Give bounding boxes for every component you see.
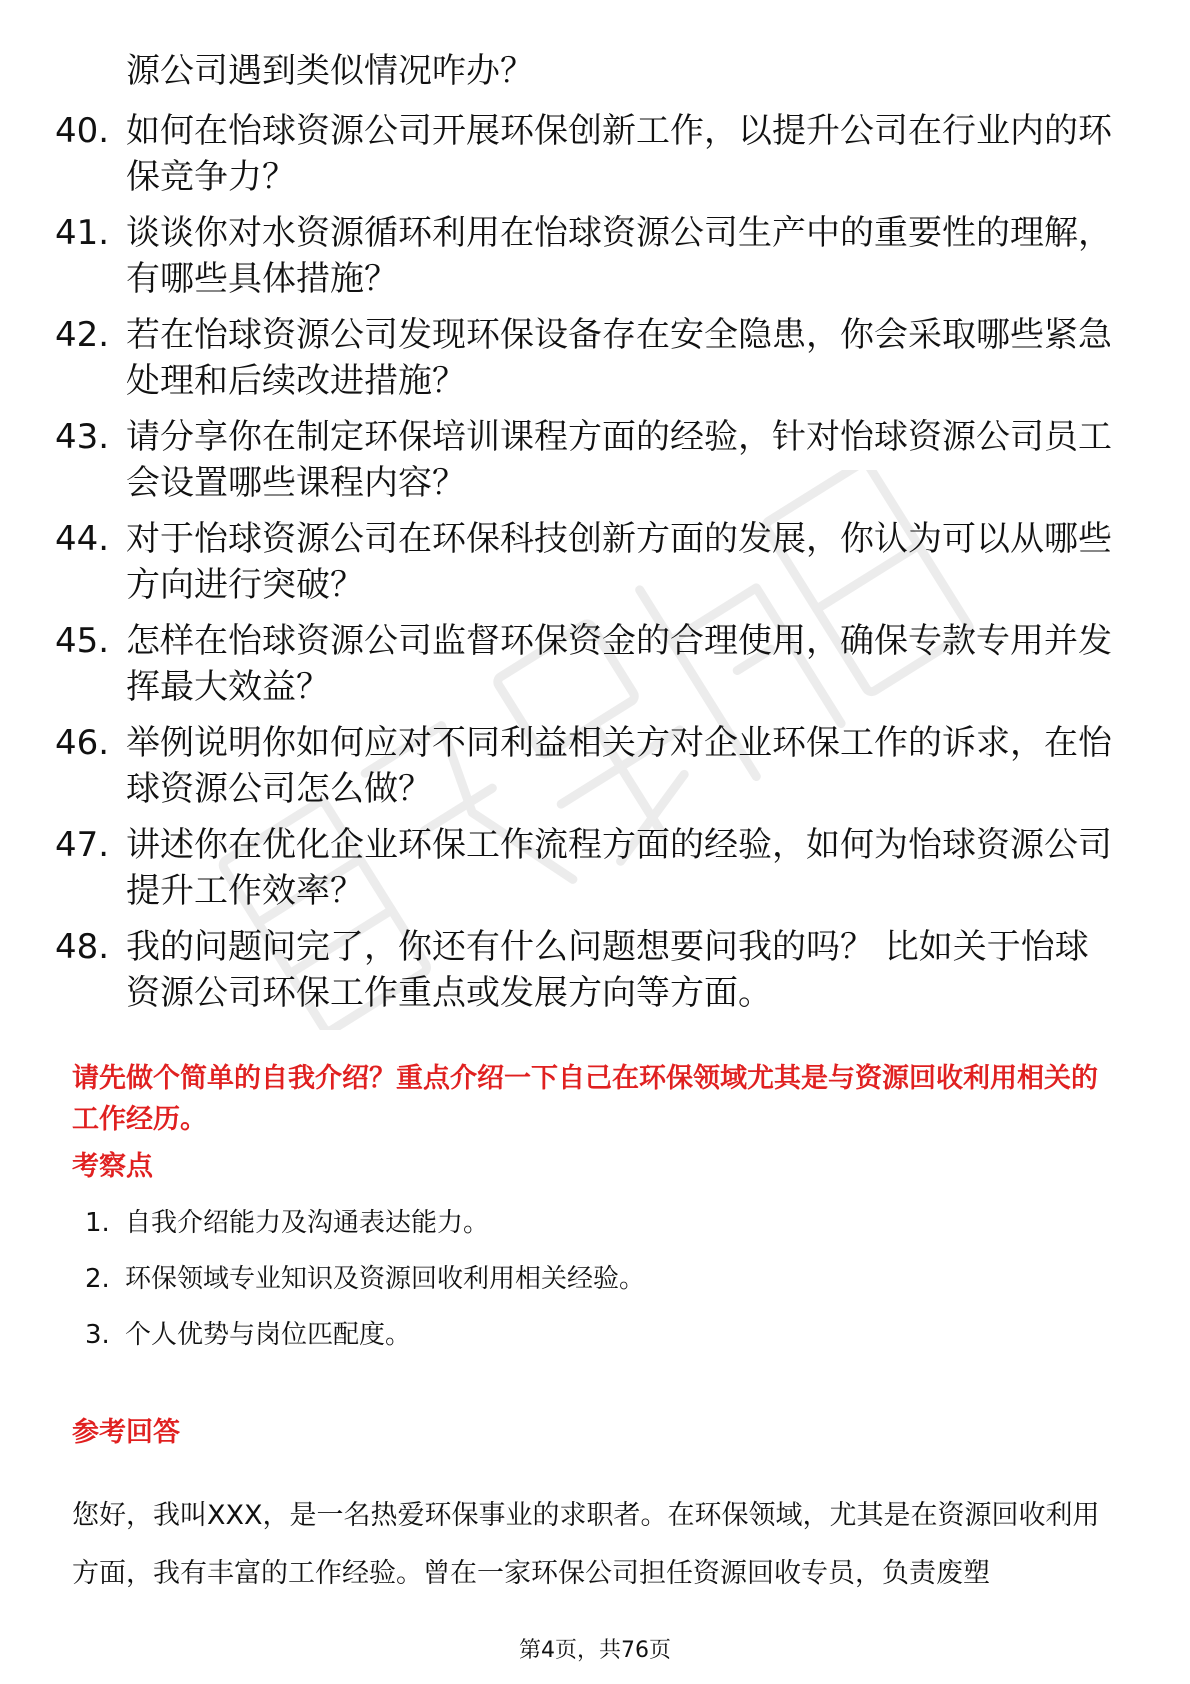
assessment-point [85, 1317, 645, 1353]
reference-answer-heading: 参考回答 [72, 1417, 180, 1448]
continued-question-text: 源公司遇到类似情况咋办？ [126, 51, 534, 91]
question-item [55, 618, 1115, 710]
question-list [55, 108, 1115, 1026]
question-text: 对于怡球资源公司在环保科技创新方面的发展，你认为可以从哪些方向进行突破？ [126, 519, 1112, 605]
question-item [55, 720, 1115, 812]
point-number: 1. [85, 1208, 110, 1238]
page-footer: 第4页，共76页 [519, 1638, 671, 1663]
question-number: 43. [55, 417, 110, 457]
point-text: 个人优势与岗位匹配度。 [125, 1320, 412, 1350]
point-text: 环保领域专业知识及资源回收利用相关经验。 [125, 1264, 646, 1294]
question-text: 若在怡球资源公司发现环保设备存在安全隐患，你会采取哪些紧急处理和后续改进措施？ [126, 315, 1112, 401]
question-text: 谈谈你对水资源循环利用在怡球资源公司生产中的重要性的理解，有哪些具体措施？ [126, 213, 1112, 299]
question-text: 如何在怡球资源公司开展环保创新工作，以提升公司在行业内的环保竞争力？ [126, 111, 1112, 197]
question-text: 请分享你在制定环保培训课程方面的经验，针对怡球资源公司员工会设置哪些课程内容？ [126, 417, 1112, 503]
question-number: 44. [55, 519, 110, 559]
featured-question-title: 请先做个简单的自我介绍？重点介绍一下自己在环保领域尤其是与资源回收利用相关的工作经历。 [72, 1063, 1098, 1135]
question-item [55, 414, 1115, 506]
question-number: 47. [55, 825, 110, 865]
question-text: 讲述你在优化企业环保工作流程方面的经验，如何为怡球资源公司提升工作效率？ [126, 825, 1112, 911]
reference-answer-text: 您好，我叫XXX，是一名热爱环保事业的求职者。在环保领域，尤其是在资源回收利用方面，我有丰富的工作经验。曾在一家环保公司担任资源回收专员，负责废塑 [72, 1500, 1100, 1589]
assessment-point [85, 1261, 645, 1297]
question-number: 45. [55, 621, 110, 661]
question-number: 46. [55, 723, 110, 763]
question-text: 举例说明你如何应对不同利益相关方对企业环保工作的诉求，在怡球资源公司怎么做？ [126, 723, 1112, 809]
point-number: 2. [85, 1264, 110, 1294]
question-item [55, 924, 1115, 1016]
question-text: 怎样在怡球资源公司监督环保资金的合理使用，确保专款专用并发挥最大效益？ [126, 621, 1112, 707]
point-text: 自我介绍能力及沟通表达能力。 [125, 1208, 490, 1238]
question-number: 42. [55, 315, 110, 355]
question-item [55, 822, 1115, 914]
assessment-points [85, 1205, 645, 1373]
question-item [55, 516, 1115, 608]
question-text: 我的问题问完了，你还有什么问题想要问我的吗？ 比如关于怡球资源公司环保工作重点或发展方向等方面。 [126, 927, 1089, 1013]
question-number: 41. [55, 213, 110, 253]
question-item [55, 210, 1115, 302]
question-item [55, 312, 1115, 404]
question-number: 40. [55, 111, 110, 151]
point-number: 3. [85, 1320, 110, 1350]
assessment-heading: 考察点 [72, 1151, 153, 1182]
assessment-point [85, 1205, 645, 1241]
question-item [55, 108, 1115, 200]
question-number: 48. [55, 927, 110, 967]
